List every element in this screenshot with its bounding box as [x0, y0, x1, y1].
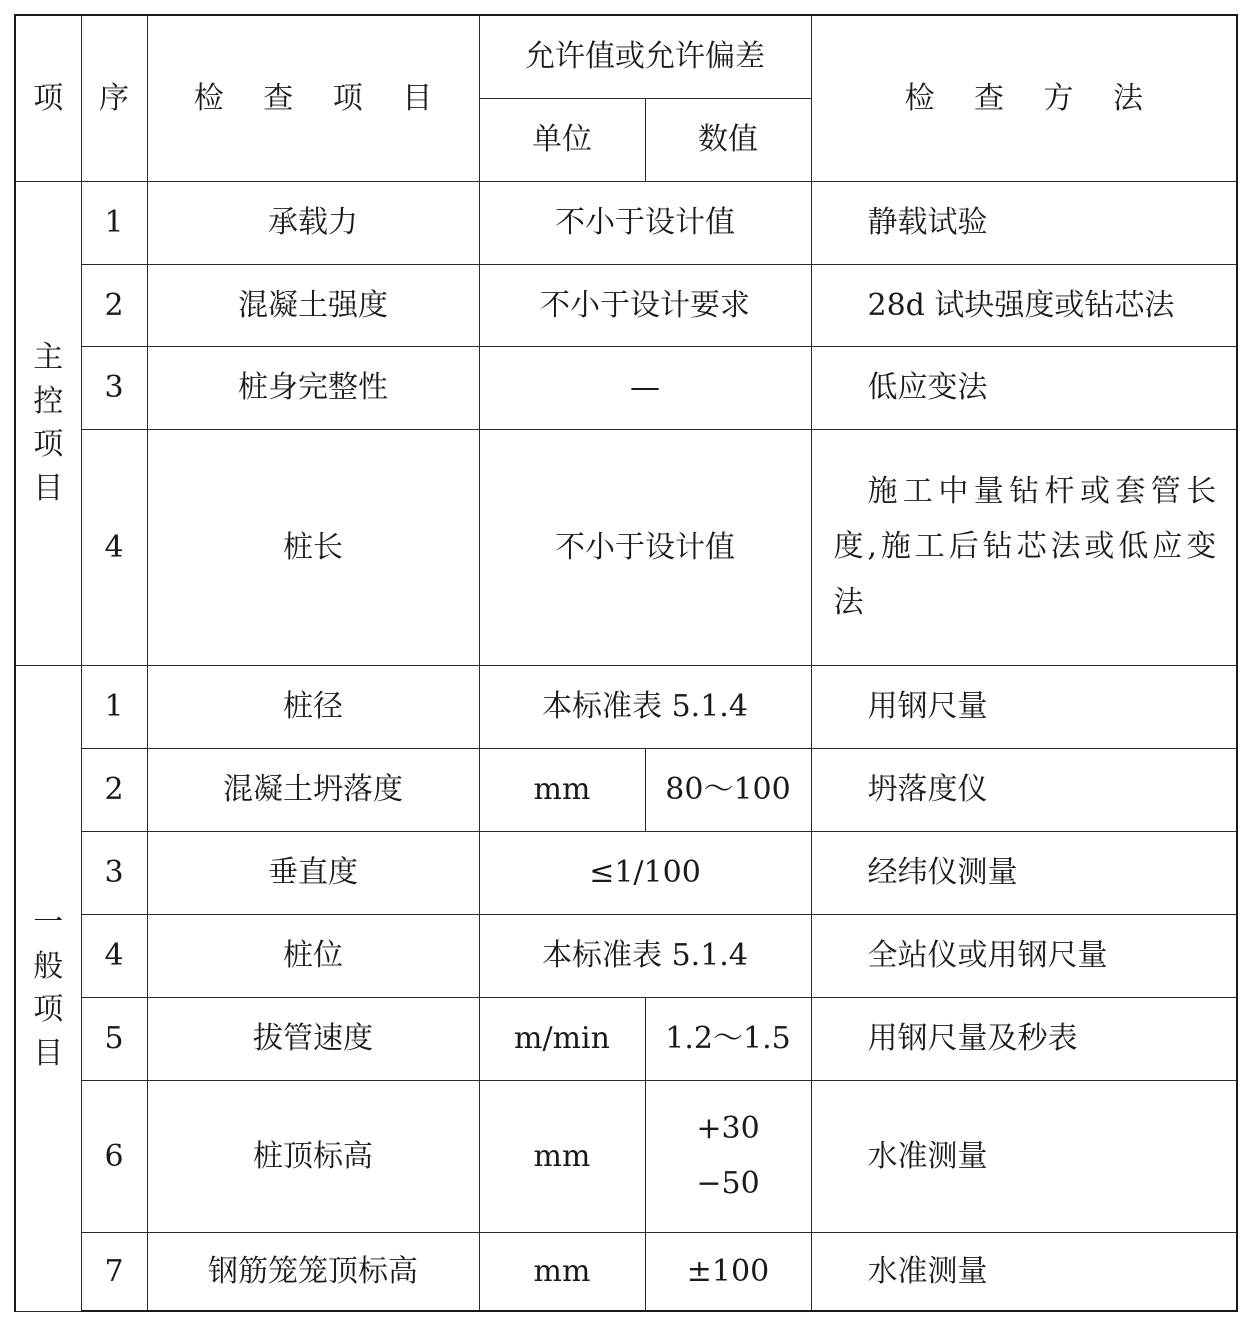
row-method: 施工中量钻杆或套管长度,施工后钻芯法或低应变法 [811, 429, 1237, 665]
row-unit: mm [479, 748, 645, 831]
row-method: 用钢尺量 [811, 665, 1237, 748]
table-row [15, 1232, 1237, 1311]
row-seq: 2 [81, 264, 147, 346]
row-allowance: 本标准表 5.1.4 [479, 665, 811, 748]
row-value: 1.2～1.5 [645, 997, 811, 1080]
row-method: 静载试验 [811, 181, 1237, 264]
row-allowance: 不小于设计要求 [479, 264, 811, 346]
row-seq: 3 [81, 831, 147, 914]
header-check-item: 检 查 项 目 [147, 15, 479, 181]
header-value: 数值 [645, 98, 811, 181]
row-unit: mm [479, 1232, 645, 1311]
table-row [15, 264, 1237, 346]
row-item: 承载力 [147, 181, 479, 264]
header-unit: 单位 [479, 98, 645, 181]
row-allowance: ≤1/100 [479, 831, 811, 914]
row-method: 经纬仪测量 [811, 831, 1237, 914]
row-item: 桩径 [147, 665, 479, 748]
row-allowance: 本标准表 5.1.4 [479, 914, 811, 997]
row-method: 用钢尺量及秒表 [811, 997, 1237, 1080]
row-value: 80～100 [645, 748, 811, 831]
table-row [15, 429, 1237, 665]
group-label-general: 一般项目 [15, 665, 81, 1311]
row-value [645, 1080, 811, 1232]
table-row [15, 831, 1237, 914]
table-row [15, 665, 1237, 748]
row-seq: 6 [81, 1080, 147, 1232]
row-item: 桩位 [147, 914, 479, 997]
row-seq: 2 [81, 748, 147, 831]
row-unit: mm [479, 1080, 645, 1232]
row-allowance: — [479, 346, 811, 429]
header-allowance: 允许值或允许偏差 [479, 15, 811, 98]
row-item: 桩顶标高 [147, 1080, 479, 1232]
table-row [15, 181, 1237, 264]
row-method: 坍落度仪 [811, 748, 1237, 831]
row-method: 28d 试块强度或钻芯法 [811, 264, 1237, 346]
table-row [15, 997, 1237, 1080]
row-seq: 3 [81, 346, 147, 429]
row-item: 混凝土强度 [147, 264, 479, 346]
row-seq: 7 [81, 1232, 147, 1311]
group-label-main: 主控项目 [15, 181, 81, 665]
header-item: 项 [15, 15, 81, 181]
row-item: 垂直度 [147, 831, 479, 914]
table-row [15, 748, 1237, 831]
table-row [15, 346, 1237, 429]
row-method: 全站仪或用钢尺量 [811, 914, 1237, 997]
row-item: 混凝土坍落度 [147, 748, 479, 831]
row-allowance: 不小于设计值 [479, 429, 811, 665]
row-seq: 1 [81, 665, 147, 748]
header-seq: 序 [81, 15, 147, 181]
row-item: 钢筋笼笼顶标高 [147, 1232, 479, 1311]
row-seq: 4 [81, 429, 147, 665]
header-method: 检 查 方 法 [811, 15, 1237, 181]
row-item: 桩长 [147, 429, 479, 665]
tolerance-lower: −50 [696, 1166, 760, 1201]
header-row-1 [15, 15, 1237, 98]
row-seq: 1 [81, 181, 147, 264]
row-seq: 5 [81, 997, 147, 1080]
table-row [15, 914, 1237, 997]
row-method: 低应变法 [811, 346, 1237, 429]
row-item: 拔管速度 [147, 997, 479, 1080]
row-seq: 4 [81, 914, 147, 997]
row-item: 桩身完整性 [147, 346, 479, 429]
table-row [15, 1080, 1237, 1232]
row-allowance: 不小于设计值 [479, 181, 811, 264]
tolerance-upper: +30 [696, 1110, 760, 1146]
row-unit: m/min [479, 997, 645, 1080]
row-value: ±100 [645, 1232, 811, 1311]
inspection-table [14, 14, 1238, 1312]
row-method: 水准测量 [811, 1232, 1237, 1311]
row-method: 水准测量 [811, 1080, 1237, 1232]
